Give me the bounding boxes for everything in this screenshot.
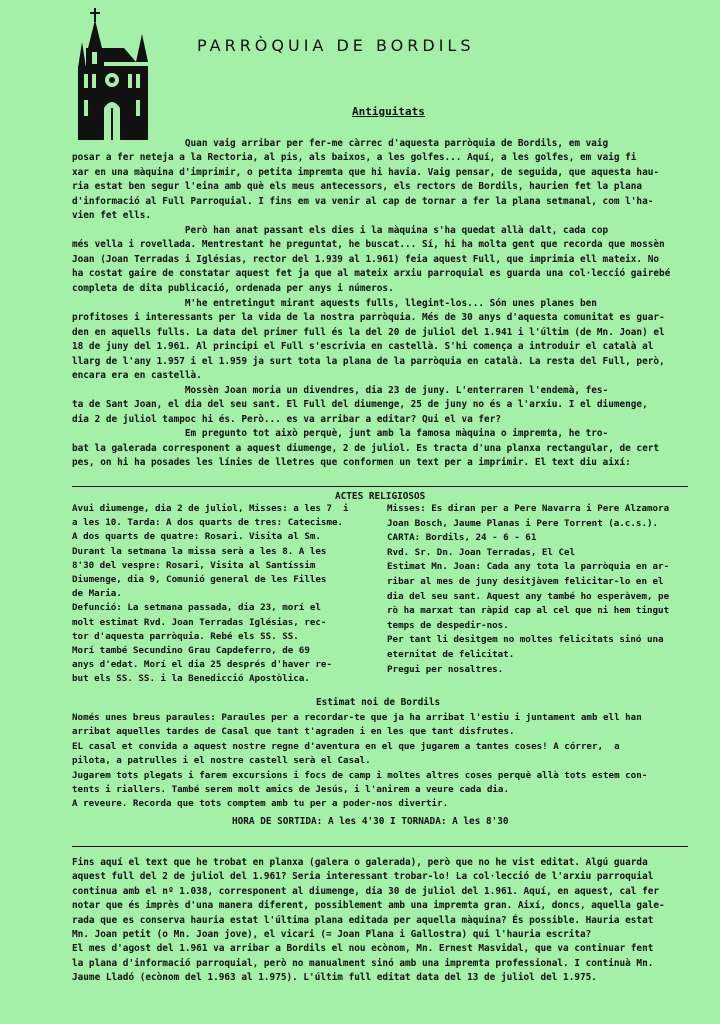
text-line: Em pregunto tot això perquè, junt amb la famosa màquina o impremta, he tro- — [72, 428, 609, 440]
text-line: continua amb el nº 1.038, corresponent al diumenge, dia 30 de juliol del 1.961. Aquí, en aquest, cal fer — [72, 885, 659, 897]
text-line: pes, on hi ha posades les línies de lletres que conformen un text per a imprimir. El text diu així: — [72, 457, 631, 469]
closing-paragraph — [72, 856, 665, 986]
text-line: llarg de l'any 1.957 i el 1.959 ja surt tota la plana de la parròquia en català. La resta del Full, però, — [72, 355, 665, 367]
text-line: anys d'edat. Morí el dia 25 després d'haver re- — [72, 659, 332, 671]
text-line: Joan Bosch, Jaume Planas i Pere Torrent (a.c.s.). — [387, 517, 659, 529]
text-line: Diumenge, dia 9, Comunió general de les Filles — [72, 574, 327, 586]
church-logo-icon — [74, 8, 154, 144]
text-line: but els SS. SS. i la Benedicció Apostòlica. — [72, 673, 310, 685]
text-line: temps de despedir-nos. — [387, 619, 509, 631]
text-line: Mossèn Joan moria un divendres, dia 23 de juny. L'enterraren l'endemà, fes- — [72, 385, 609, 396]
text-line: completa de dita publicació, ordenada per anys i números. — [72, 282, 394, 294]
text-line: Pregui per nosaltres. — [387, 663, 504, 675]
text-line: 18 de juny del 1.961. Al principi el Full s'escrivia en castellà. S'hi comença a introduir el català al — [72, 341, 654, 353]
paragraph-3 — [72, 297, 665, 383]
text-line: Fins aquí el text que he trobat en planxa (galera o galerada), però que no he vist editat. Algú guarda — [72, 857, 648, 868]
text-line: notar que és imprès d'una manera diferent, possiblement amb una impremta gran. Així, doncs, aquella gale- — [72, 900, 665, 912]
text-line: den en aquells fulls. La data del primer full és la del 20 de juliol del 1.941 i l'últim (de Mn. Joan) el — [72, 326, 665, 338]
text-line: rò ha marxat tan ràpid cap al cel que ni hem tingut — [387, 605, 670, 617]
text-line: Mn. Joan petit (o Mn. Joan jove), el vicari (= Joan Plana i Gallostra) qui l'hauria escrita? — [72, 929, 592, 941]
divider-top — [72, 486, 688, 487]
paragraph-2 — [72, 224, 670, 296]
text-line: d'informació al Full Parroquial. I fins em va venir al cap de tornar a fer la plana setmanal, com l'ha- — [72, 195, 654, 207]
text-line: profitoses i interessants per la vida de la nostra parròquia. Més de 30 anys d'aquesta comunitat es guar- — [72, 312, 665, 324]
text-line: ha costat gaire de constatar aquest fet ja que al mateix arxiu parroquial es guarda una col·lecció gairebé — [72, 268, 671, 280]
text-line: M'he entretingut mirant aquests fulls, llegint-los... Són unes planes ben — [72, 298, 597, 309]
text-line: A dos quarts de quatre: Rosari. Visita al Sm. — [72, 531, 321, 543]
text-line: 8'30 del vespre: Rosari, Visita al Santíssim — [72, 559, 316, 571]
paragraph-4 — [72, 384, 659, 470]
text-line: Quan vaig arribar per fer-me càrrec d'aquesta parròquia de Bordils, em vaig — [72, 138, 609, 149]
text-line: A reveure. Recorda que tots comptem amb tu per a poder-nos divertir. — [72, 798, 449, 810]
text-line: Jaume Lladó (ecònom del 1.963 al 1.975). L'últim full editat data del 13 de juliol del 1.975. — [72, 972, 597, 984]
parish-title: PARRÒQUIA DE BORDILS — [197, 36, 475, 55]
text-line: bat la galerada corresponent a aquest diumenge, 2 de juliol. Es tracta d'una planxa rectangular, de cert — [72, 442, 659, 454]
nois-paragraph — [72, 711, 647, 812]
hora-line: HORA DE SORTIDA: A les 4'30 I TORNADA: A les 8'30 — [232, 816, 509, 827]
text-line: Joan (Joan Terradas i Iglésias, rector del 1.939 al 1.961) feia aquest Full, que imprimia ell mateix. No — [72, 253, 659, 265]
text-line: CARTA: Bordils, 24 - 6 - 61 — [387, 532, 537, 544]
text-line: eternitat de felicitat. — [387, 648, 515, 660]
text-line: Estimat Mn. Joan: Cada any tota la parròquia en ar- — [387, 561, 670, 573]
text-line: Però han anat passant els dies i la màquina s'ha quedat allà dalt, cada cop — [72, 225, 609, 236]
text-line: ta de Sant Joan, el dia del seu sant. El Full del diumenge, 25 de juny no és a l'arxiu. I el diumenge, — [72, 399, 648, 411]
nois-title: Estimat noi de Bordils — [316, 697, 441, 708]
paragraph-1 — [72, 137, 659, 223]
text-line: dia del seu sant. Aquest any també ho esperàvem, pe — [387, 590, 670, 602]
text-line: la plana d'informació parroquial, però no manualment sinó amb una impremta professional. I continuà Mn. — [72, 957, 654, 969]
text-line: tents i riallers. També serem molt amics de Jesús, i l'anirem a veure cada dia. — [72, 784, 509, 796]
text-line: ria estat ben segur l'eina amb què els meus antecessors, els rectors de Bordils, haurien fet la plana — [72, 181, 643, 193]
text-line: més vella i rovellada. Mentrestant he preguntat, he buscat... Sí, hi ha molta gent que recorda que mossèn — [72, 239, 665, 251]
text-line: tor d'aquesta parròquia. Rebé els SS. SS. — [72, 630, 299, 642]
text-line: Misses: Es diran per a Pere Navarra i Pere Alzamora — [387, 503, 670, 514]
text-line: Per tant li desitgem no moltes felicitats sinó una — [387, 634, 664, 646]
text-line: a les 10. Tarda: A dos quarts de tres: Catecisme. — [72, 517, 344, 529]
text-line: xar en una màquina d'imprimir, o petita impremta que hi havia. Vaig pensar, de seguida, que aquesta hau- — [72, 166, 659, 178]
text-line: arribat aquelles tardes de Casal que tant t'agraden i en les que tant disfrutes. — [72, 726, 515, 738]
text-line: aquest full del 2 de juliol del 1.961? Seria interessant trobar-lo! La col·lecció de l'arxiu parroquial — [72, 871, 654, 883]
text-line: EL casal et convida a aquest nostre regne d'aventura en el que jugarem a tantes coses! A córrer, a — [72, 740, 620, 752]
text-line: El mes d'agost del 1.961 va arribar a Bordils el nou ecònom, Mn. Ernest Masvidal, que va continuar fent — [72, 943, 654, 955]
text-line: de Maria. — [72, 588, 122, 600]
text-line: rada que es conserva hauria estat l'última plana editada per aquella màquina? És possible. Hauria estat — [72, 914, 654, 926]
actes-left-column — [72, 502, 349, 687]
text-line: Rvd. Sr. Dn. Joan Terradas, El Cel — [387, 546, 576, 558]
divider-bottom — [72, 846, 688, 847]
text-line: Només unes breus paraules: Paraules per a recordar-te que ja ha arribat l'estiu i juntament amb ell han — [72, 712, 642, 723]
text-line: molt estimat Rvd. Joan Terradas Iglésias, rec- — [72, 616, 327, 628]
text-line: dia 2 de juliol tampoc hi és. Però... es va arribar a editar? Qui el va fer? — [72, 413, 501, 425]
text-line: encara era en castellà. — [72, 370, 202, 382]
text-line: Jugarem tots plegats i farem excursions i focs de camp i moltes altres coses perquè allà tots estem con- — [72, 769, 648, 781]
text-line: ribar al mes de juny desitjàvem felicitar-lo en el — [387, 575, 664, 587]
article-title: Antiguitats — [352, 105, 425, 118]
text-line: posar a fer neteja a la Rectoria, al pis, als baixos, a les golfes... Aquí, a les golfes, em vaig fi — [72, 152, 637, 164]
text-line: Morí també Secundino Grau Capdeferro, de 69 — [72, 645, 310, 657]
actes-right-column — [387, 502, 669, 677]
text-line: vien fet ells. — [72, 210, 152, 222]
text-line: Avui diumenge, dia 2 de juliol, Misses: a les 7 i — [72, 503, 349, 514]
text-line: Defunció: La setmana passada, dia 23, morí el — [72, 602, 321, 614]
text-line: Durant la setmana la missa serà a les 8. A les — [72, 545, 327, 557]
text-line: pilota, a patrulles i el nostre castell serà el Casal. — [72, 755, 371, 767]
actes-title: ACTES RELIGIOSOS — [335, 491, 426, 502]
